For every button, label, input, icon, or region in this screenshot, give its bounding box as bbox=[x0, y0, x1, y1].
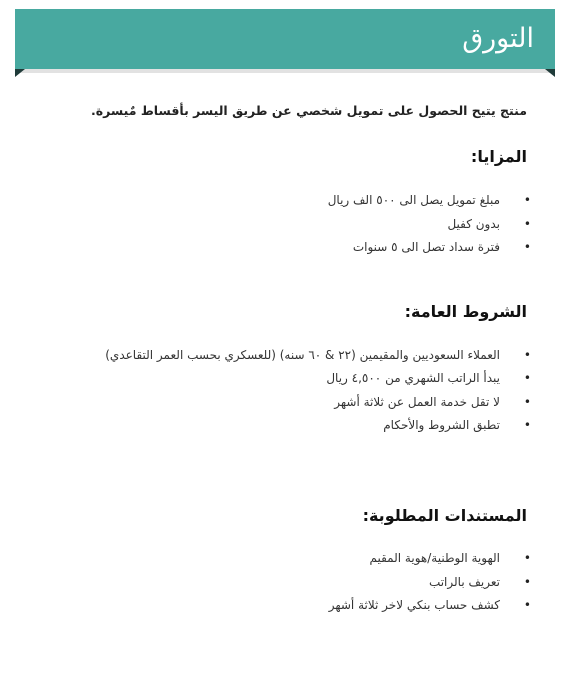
list-item-text: العملاء السعوديين والمقيمين (٢٢ & ٦٠ سنه) (للعسكري بحسب العمر التقاعدي) bbox=[105, 348, 500, 362]
list-item bbox=[97, 414, 531, 438]
list-item bbox=[328, 236, 531, 260]
list-item bbox=[327, 189, 531, 213]
bullet-icon: • bbox=[523, 598, 531, 612]
list-item-text: كشف حساب بنكي لاخر ثلاثة أشهر bbox=[328, 598, 500, 612]
banner-shadow bbox=[15, 69, 555, 73]
bullet-icon: • bbox=[523, 216, 531, 231]
list-item-text: تطبق الشروط والأحكام bbox=[383, 418, 500, 432]
list-item-text: الهوية الوطنية/هوية المقيم bbox=[369, 551, 500, 565]
bullet-icon: • bbox=[523, 418, 531, 432]
list-item-text: مبلغ تمويل يصل الى ٥٠٠ الف ريال bbox=[327, 193, 500, 207]
bullet-icon: • bbox=[523, 574, 531, 589]
documents-list bbox=[328, 547, 531, 618]
list-item bbox=[328, 594, 531, 618]
list-item bbox=[97, 367, 531, 391]
title-banner bbox=[15, 9, 555, 69]
bullet-icon: • bbox=[523, 371, 531, 385]
conditions-list bbox=[97, 344, 531, 438]
list-item bbox=[329, 547, 531, 571]
list-item bbox=[97, 391, 531, 415]
page-title: التورق bbox=[462, 23, 534, 54]
intro-text: منتج يتيح الحصول على تمويل شخصي عن طريق اليسر بأقساط مٌيسرة. bbox=[91, 103, 527, 118]
list-item-text: بدون كفيل bbox=[447, 216, 500, 231]
list-item-text: فترة سداد تصل الى ٥ سنوات bbox=[352, 240, 500, 254]
bullet-icon: • bbox=[523, 193, 531, 207]
list-item-text: لا تقل خدمة العمل عن ثلاثة أشهر bbox=[334, 394, 500, 409]
section-heading-conditions: الشروط العامة: bbox=[404, 302, 527, 321]
bullet-icon: • bbox=[523, 394, 531, 409]
list-item-text: تعريف بالراتب bbox=[428, 574, 500, 589]
section-heading-features: المزايا: bbox=[470, 147, 527, 166]
bullet-icon: • bbox=[523, 551, 531, 565]
banner-fold-right bbox=[545, 69, 555, 77]
list-item bbox=[328, 213, 531, 237]
list-item bbox=[329, 571, 531, 595]
bullet-icon: • bbox=[523, 348, 531, 362]
bullet-icon: • bbox=[523, 240, 531, 254]
list-item bbox=[97, 344, 531, 367]
features-list bbox=[327, 189, 531, 260]
list-item-text: يبدأ الراتب الشهري من ٤,٥٠٠ ريال bbox=[326, 371, 500, 385]
section-heading-documents: المستندات المطلوبة: bbox=[362, 506, 527, 525]
banner-fold-left bbox=[15, 69, 25, 77]
